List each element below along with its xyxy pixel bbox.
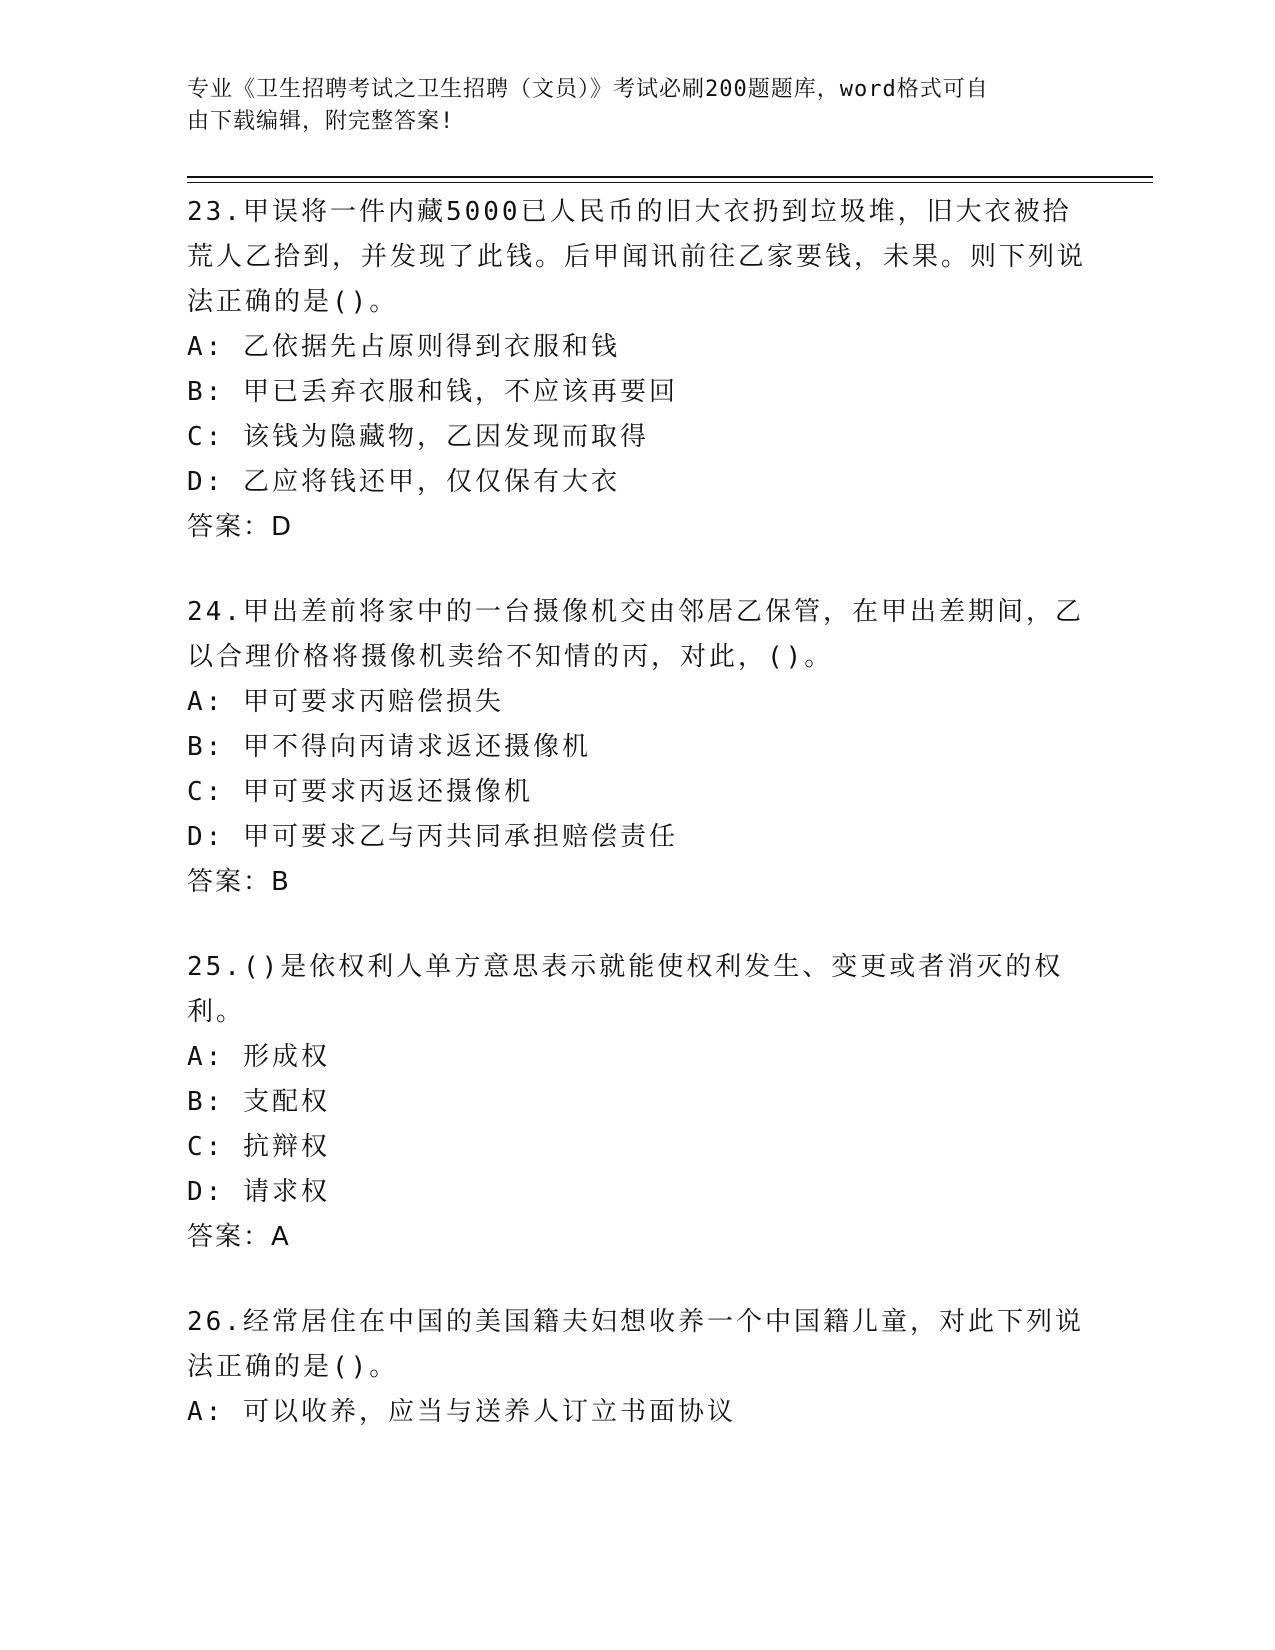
option-a: A: 可以收养，应当与送养人订立书面协议 (187, 1397, 736, 1427)
question-stem: 24.甲出差前将家中的一台摄像机交由邻居乙保管，在甲出差期间，乙以合理价格将摄像机卖给不知情的丙，对此，()。 (187, 597, 1084, 672)
option-a: A: 甲可要求丙赔偿损失 (187, 687, 504, 717)
question-list (187, 190, 1087, 1475)
answer-line: 答案：B (187, 867, 291, 897)
header-title-line-2: 由下载编辑，附完整答案! (187, 109, 455, 134)
header-divider-thin (187, 182, 1153, 183)
option-b: B: 甲已丢弃衣服和钱，不应该再要回 (187, 377, 678, 407)
option-b: B: 支配权 (187, 1087, 330, 1117)
header-divider-thick (187, 176, 1153, 178)
header-title-line-1: 专业《卫生招聘考试之卫生招聘（文员）》考试必刷200题题库，word格式可自 (187, 77, 989, 102)
question-stem: 23.甲误将一件内藏5000已人民币的旧大衣扔到垃圾堆，旧大衣被拾荒人乙拾到，并发现了此钱。后甲闻讯前往乙家要钱，未果。则下列说法正确的是()。 (187, 197, 1087, 317)
option-a: A: 乙依据先占原则得到衣服和钱 (187, 332, 620, 362)
question-25 (187, 945, 1087, 1260)
option-d: D: 请求权 (187, 1177, 330, 1207)
question-stem: 25.()是依权利人单方意思表示就能使权利发生、变更或者消灭的权利。 (187, 952, 1064, 1027)
option-d: D: 乙应将钱还甲，仅仅保有大衣 (187, 467, 620, 497)
option-c: C: 抗辩权 (187, 1132, 330, 1162)
question-stem: 26.经常居住在中国的美国籍夫妇想收养一个中国籍儿童，对此下列说法正确的是()。 (187, 1307, 1084, 1382)
answer-line: 答案：A (187, 1222, 291, 1252)
option-c: C: 甲可要求丙返还摄像机 (187, 777, 533, 807)
question-24 (187, 590, 1087, 905)
question-26 (187, 1300, 1087, 1435)
option-d: D: 甲可要求乙与丙共同承担赔偿责任 (187, 822, 678, 852)
option-b: B: 甲不得向丙请求返还摄像机 (187, 732, 591, 762)
answer-line: 答案：D (187, 512, 294, 542)
option-c: C: 该钱为隐藏物，乙因发现而取得 (187, 422, 649, 452)
page-header (187, 74, 1067, 138)
option-a: A: 形成权 (187, 1042, 330, 1072)
question-23 (187, 190, 1087, 550)
